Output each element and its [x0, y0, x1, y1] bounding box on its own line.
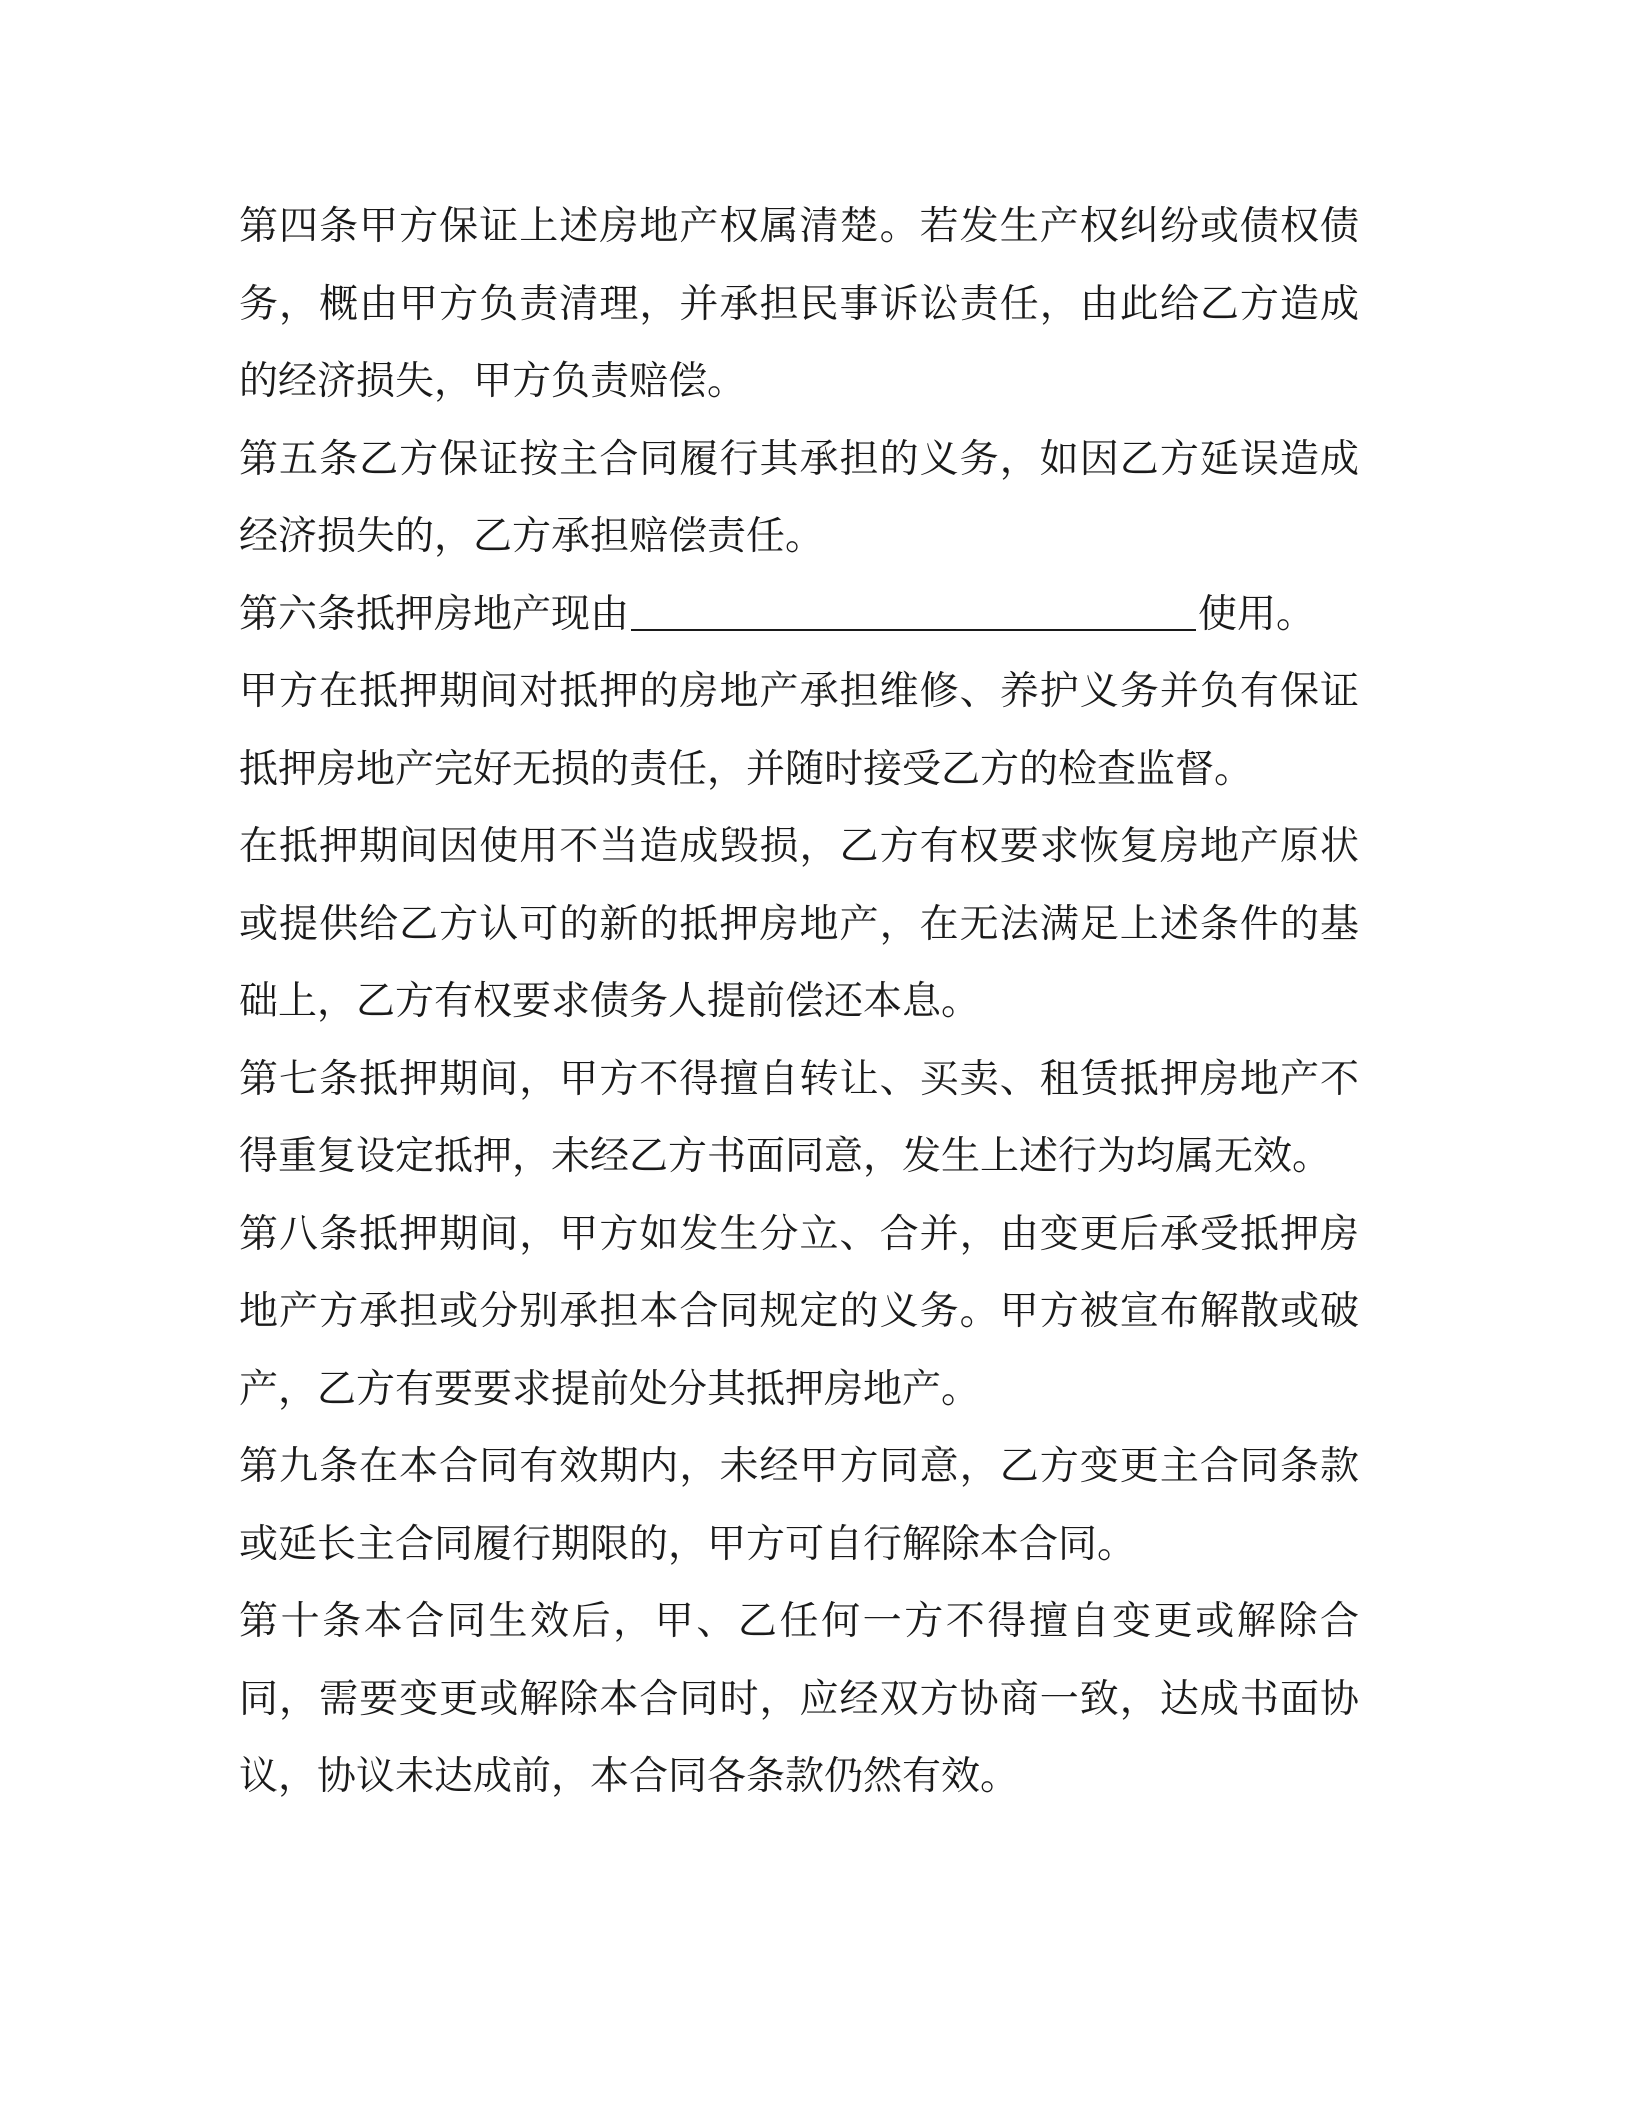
fill-in-blank	[631, 595, 1196, 631]
article-6-maintenance: 甲方在抵押期间对抵押的房地产承担维修、养护义务并负有保证抵押房地产完好无损的责任，并随时接受乙方的检查监督。	[239, 669, 1359, 792]
article-6-damage: 在抵押期间因使用不当造成毁损，乙方有权要求恢复房地产原状或提供给乙方认可的新的抵押房地产，在无法满足上述条件的基础上，乙方有权要求债务人提前偿还本息。	[239, 824, 1359, 1024]
contract-body	[239, 188, 1359, 1816]
article-9: 第九条在本合同有效期内，未经甲方同意，乙方变更主合同条款或延长主合同履行期限的，甲方可自行解除本合同。	[239, 1444, 1359, 1567]
article-5: 第五条乙方保证按主合同履行其承担的义务，如因乙方延误造成经济损失的，乙方承担赔偿责任。	[239, 436, 1359, 559]
article-8: 第八条抵押期间，甲方如发生分立、合并，由变更后承受抵押房地产方承担或分别承担本合同规定的义务。甲方被宣布解散或破产，乙方有要要求提前处分其抵押房地产。	[239, 1211, 1359, 1412]
article-6-text-after: 使用。	[1198, 591, 1316, 637]
article-6-text-before: 第六条抵押房地产现由	[239, 591, 630, 637]
article-7: 第七条抵押期间，甲方不得擅自转让、买卖、租赁抵押房地产不得重复设定抵押，未经乙方书面同意，发生上述行为均属无效。	[239, 1056, 1359, 1179]
article-6	[239, 576, 1359, 654]
article-4: 第四条甲方保证上述房地产权属清楚。若发生产权纠纷或债权债务，概由甲方负责清理，并承担民事诉讼责任，由此给乙方造成的经济损失，甲方负责赔偿。	[239, 204, 1359, 404]
article-10: 第十条本合同生效后，甲、乙任何一方不得擅自变更或解除合同，需要变更或解除本合同时，应经双方协商一致，达成书面协议，协议未达成前，本合同各条款仍然有效。	[239, 1599, 1359, 1799]
